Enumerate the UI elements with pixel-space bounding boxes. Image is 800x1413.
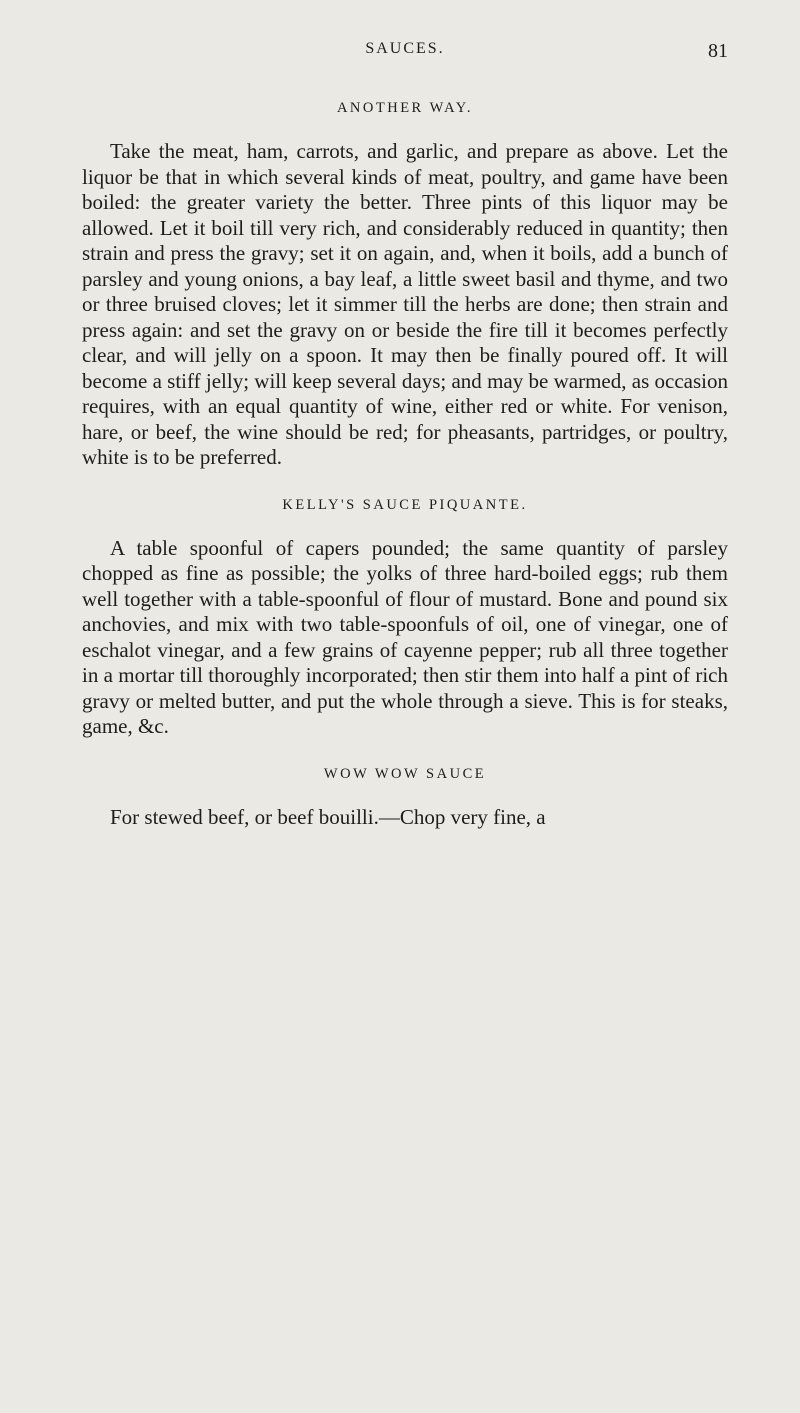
section-heading: KELLY'S SAUCE PIQUANTE. [282, 496, 528, 513]
recipe-section-wow-wow-sauce [82, 766, 728, 831]
recipe-section-kellys-sauce-piquante [82, 497, 728, 740]
page-number: 81 [708, 40, 728, 62]
section-heading: ANOTHER WAY. [336, 100, 474, 116]
section-paragraph: A table spoonful of capers pounded; the same quantity of parsley chopped as fine as possible; the yolks of three hard-boiled eggs; rub them well together with a table-spoonful of flour of mustard. Bone and pound six anchovies, and mix with two table-spoonfuls of oil, one of vinegar, one of eschalot vinegar, and a few grains of cayenne pepper; rub all three together in a mortar till thoroughly incorporated; then stir them into half a pint of rich gravy or melted butter, and put the whole through a sieve. This is for steaks, game, &c. [82, 535, 728, 738]
section-paragraph: For stewed beef, or beef bouilli.—Chop very fine, a [110, 804, 546, 829]
page-content [82, 100, 728, 856]
section-heading: WOW WOW SAUCE [323, 765, 487, 782]
running-header [82, 40, 728, 64]
recipe-section-another-way [82, 100, 728, 471]
running-title: SAUCES. [365, 40, 445, 57]
section-paragraph: Take the meat, ham, carrots, and garlic, and prepare as above. Let the liquor be that in which several kinds of meat, poultry, and game have been boiled: the greater variety the better. Three pints of this liquor may be allowed. Let it boil till very rich, and considerably reduced in quantity; then strain and press the gravy; set it on again, and, when it boils, add a bunch of parsley and young onions, a bay leaf, a little sweet basil and thyme, and two or three bruised cloves; let it simmer till the herbs are done; then strain and press again: and set the gravy on or beside the fire till it becomes perfectly clear, and will jelly on a spoon. It may then be finally poured off. It will become a stiff jelly; will keep several days; and may be warmed, as occasion requires, with an equal quantity of wine, either red or white. For venison, hare, or beef, the wine should be red; for pheasants, partridges, or poultry, white is to be preferred. [82, 139, 728, 469]
